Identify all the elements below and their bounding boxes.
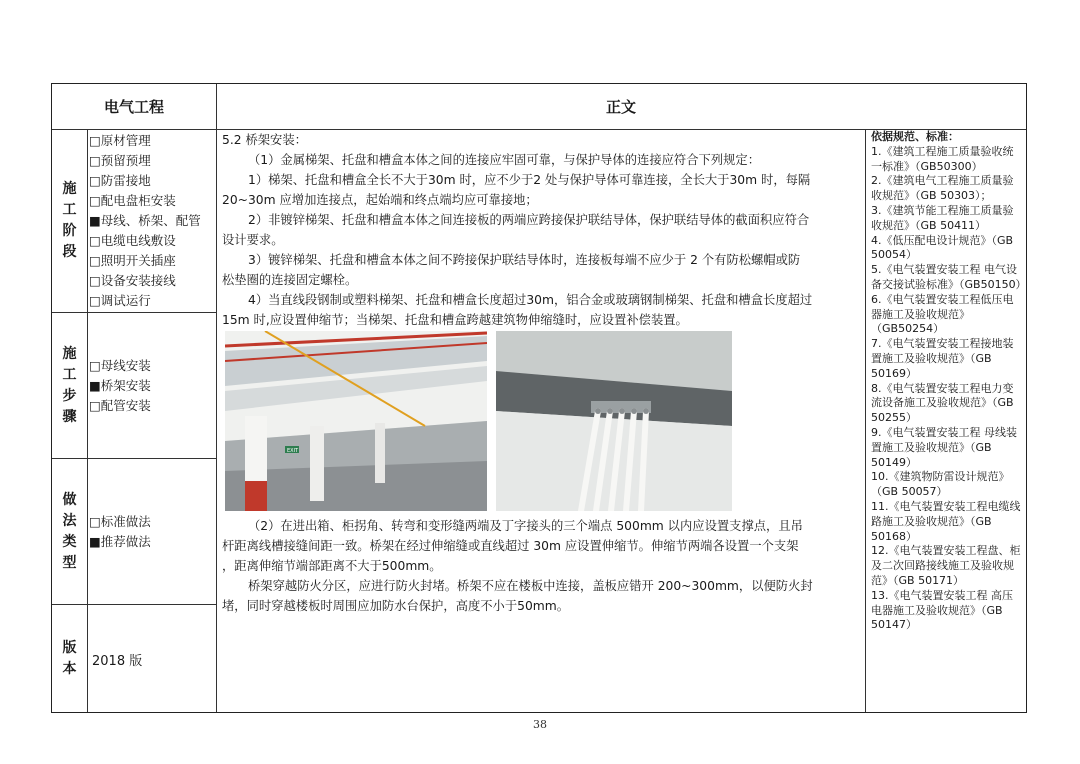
label-method-type: 做 法 类 型 (62, 491, 77, 571)
option-cable-laying[interactable]: □电缆电线敷设 (89, 233, 176, 248)
content-line: 2）非镀锌梯架、托盘和槽盒本体之间连接板的两端应跨接保护联结导体，保护联结导体的截面积应符合 (248, 213, 810, 227)
method-options (89, 512, 217, 552)
header-main-text: 正文 (605, 97, 636, 116)
reference-item: 12.《电气装置安装工程盘、柜及二次回路接线施工及验收规范》（GB 50171） (871, 544, 1021, 587)
reference-item: 1.《建筑工程施工质量验收统一标准》（GB50300） (871, 144, 1014, 173)
option-busbar-tray-conduit[interactable]: ■母线、桥架、配管 (89, 213, 201, 228)
content-line: 20~30m 应增加连接点，起始端和终点端均应可靠接地； (222, 193, 538, 207)
content-line: 松垫圈的连接固定螺栓。 (222, 273, 358, 287)
spec-table (51, 83, 1027, 713)
reference-item: 7.《电气装置安装工程接地装置施工及验收规范》（GB 50169） (871, 337, 1014, 380)
option-lightning-grounding[interactable]: □防雷接地 (89, 173, 151, 188)
option-standard-method[interactable]: □标准做法 (89, 514, 151, 529)
option-embedded-reserve[interactable]: □预留预埋 (89, 153, 151, 168)
reference-item: 11.《电气装置安装工程电缆线路施工及验收规范》（GB 50168） (871, 499, 1021, 543)
references-title: 依据规范、标准： (871, 130, 959, 143)
content-line: 桥架穿越防火分区，应进行防火封堵。桥架不应在楼板中连接，盖板应错开 200~300mm，以便防火封 (248, 579, 813, 593)
main-content-top (222, 130, 862, 330)
reference-item: 6.《电气装置安装工程低压电器施工及验收规范》（GB50254） (871, 292, 1014, 336)
reference-item: 2.《建筑电气工程施工质量验收规范》（GB 50303）； (871, 174, 1014, 203)
main-content-bottom (222, 516, 862, 616)
label-construction-phase: 施 工 阶 段 (62, 181, 77, 260)
content-line: ，距离伸缩节端部距离不大于500mm。 (222, 559, 442, 573)
option-panel-install[interactable]: □配电盘柜安装 (89, 193, 176, 208)
reference-item: 13.《电气装置安装工程 高压电器施工及验收规范》（GB 50147） (871, 588, 1013, 632)
content-line: 3）镀锌梯架、托盘和槽盒本体之间不跨接保护联结导体时，连接板每端不应少于 2 个有防松螺帽或防 (248, 253, 801, 267)
option-tray-install[interactable]: ■桥架安装 (89, 378, 151, 393)
reference-item: 3.《建筑节能工程施工质量验收规范》（GB 50411） (871, 203, 1014, 232)
option-busbar-install[interactable]: □母线安装 (89, 358, 151, 373)
content-line: 杆距离线槽接缝间距一致。桥架在经过伸缩缝或直线超过 30m 应设置伸缩节。伸缩节两端各设置一个支架 (222, 539, 799, 553)
content-line: 堵，同时穿越楼板时周围应加防水台保护，高度不小于50mm。 (222, 599, 570, 613)
option-conduit-install[interactable]: □配管安装 (89, 398, 151, 413)
content-line: （1）金属梯架、托盘和槽盒本体之间的连接应牢固可靠，与保护导体的连接应符合下列规定： (248, 153, 760, 167)
option-equipment-wiring[interactable]: □设备安装接线 (89, 273, 176, 288)
option-lighting-switch[interactable]: □照明开关插座 (89, 253, 176, 268)
page-number: 38 (533, 718, 547, 731)
photo-gallery (225, 331, 735, 511)
reference-item: 8.《电气装置安装工程电力变流设备施工及验收规范》（GB 50255） (871, 381, 1014, 425)
divider-ref-column (865, 129, 866, 712)
content-line: （2）在进出箱、柜拐角、转弯和变形缝两端及丁字接头的三个端点 500mm 以内应设置支撑点，且吊 (248, 519, 803, 533)
version-value: 2018 版 (92, 654, 143, 669)
reference-item: 5.《电气装置安装工程 电气设备交接试验标准》（GB50150） (871, 263, 1027, 291)
content-line: 1）梯架、托盘和槽盒全长不大于30m 时，应不少于2 处与保护导体可靠连接，全长大于30m 时，每隔 (248, 173, 811, 187)
photo-cable-tray-garage (225, 331, 487, 511)
label-construction-steps: 施 工 步 骤 (62, 345, 77, 425)
photo-grounding-jumpers (496, 331, 732, 511)
reference-item: 10.《建筑物防雷设计规范》（GB 50057） (871, 470, 1010, 499)
label-version: 版 本 (62, 639, 77, 677)
step-options (89, 356, 217, 416)
content-line: 4）当直线段钢制或塑料梯架、托盘和槽盒长度超过30m，铝合金或玻璃钢制梯架、托盘和槽盒长度超过 (248, 293, 813, 307)
content-line: 设计要求。 (222, 233, 284, 247)
reference-item: 4.《低压配电设计规范》（GB 50054） (871, 233, 1014, 262)
content-line: 15m 时,应设置伸缩节；当梯架、托盘和槽盒跨越建筑物伸缩缝时，应设置补偿装置。 (222, 313, 688, 327)
reference-item: 9.《电气装置安装工程 母线装置施工及验收规范》（GB 50149） (871, 425, 1017, 469)
option-material-management[interactable]: □原材管理 (89, 133, 151, 148)
reference-standards (871, 130, 1027, 633)
option-recommended-method[interactable]: ■推荐做法 (89, 534, 151, 549)
svg-text:EXIT: EXIT (287, 448, 299, 454)
header-engineering: 电气工程 (103, 97, 164, 116)
phase-options (89, 131, 217, 311)
option-commissioning[interactable]: □调试运行 (89, 293, 151, 308)
divider-label-column (87, 129, 88, 712)
content-line: 5.2 桥架安装： (222, 133, 307, 147)
